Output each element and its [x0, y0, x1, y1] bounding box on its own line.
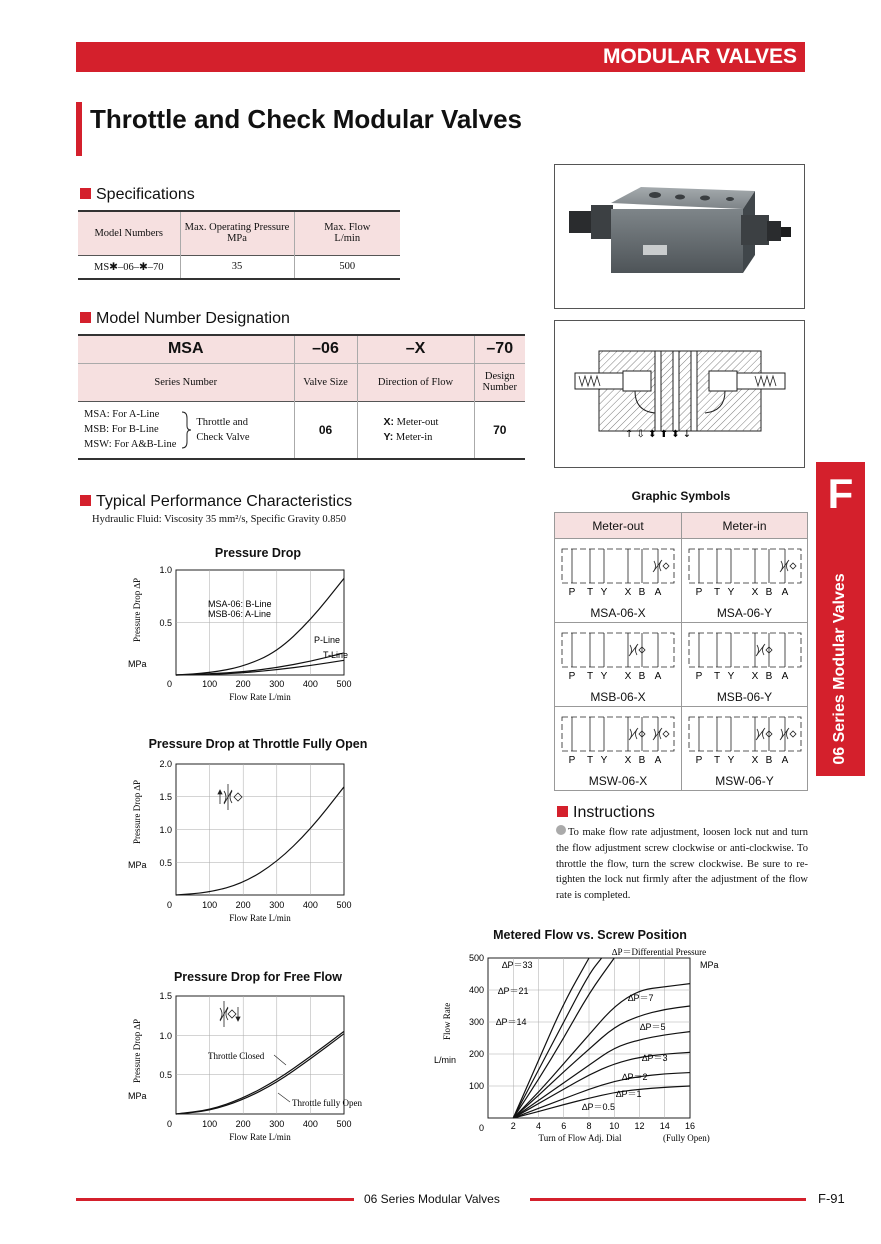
c1-xtick: 300 — [269, 679, 285, 689]
c2-ytick: 1.5 — [159, 792, 172, 802]
c1-xtick: 400 — [302, 679, 318, 689]
series-msw: MSW: For A&B-Line — [84, 439, 177, 451]
graphic-symbols-heading: Graphic Symbols — [631, 489, 731, 503]
c3-ytick: 1.5 — [159, 991, 172, 1001]
c1-label-t: T-Line — [323, 650, 349, 660]
performance-heading: Typical Performance Characteristics — [80, 493, 352, 511]
port-label: A — [781, 755, 788, 766]
specifications-heading: Specifications — [80, 186, 195, 204]
pressure-drop-chart — [120, 560, 380, 710]
curve-label: ∆P＝3 — [642, 1053, 668, 1063]
port-label: X — [751, 755, 758, 766]
port-label: T — [713, 755, 720, 766]
symbol-cell — [555, 707, 682, 791]
c1-label-ab2: MSB-06: A-Line — [208, 609, 272, 619]
symbol-model-label: MSB-06-Y — [716, 690, 773, 704]
cell-pressure: 35 — [180, 255, 294, 279]
code-series: MSA — [78, 335, 294, 363]
c2-ytick: 0.5 — [159, 858, 172, 868]
circuit-symbol-icon — [685, 625, 805, 687]
c3-ylabel: Pressure Drop ∆P — [132, 1018, 142, 1083]
circuit-symbol-icon — [558, 625, 678, 687]
port-label: B — [765, 755, 772, 766]
port-label: Y — [727, 671, 734, 682]
c4-ytick: 300 — [468, 1017, 484, 1027]
c4-xtick: 8 — [586, 1121, 592, 1131]
footer-rule-right — [530, 1198, 806, 1201]
chart4-title: Metered Flow vs. Screw Position — [493, 928, 687, 942]
graphic-symbols-table — [554, 512, 808, 791]
port-label: X — [751, 671, 758, 682]
designation-heading: Model Number Designation — [80, 310, 290, 328]
symbol-cell — [555, 539, 682, 623]
c4-xtick: 4 — [535, 1121, 542, 1131]
brace-icon — [180, 410, 192, 450]
c1-ytick: 0.5 — [159, 618, 172, 628]
c4-ytick: 500 — [468, 953, 484, 963]
chart2-title: Pressure Drop at Throttle Fully Open — [148, 737, 368, 751]
code-direction: –X — [357, 335, 474, 363]
circuit-symbol-icon — [685, 541, 805, 603]
side-tab-text: 06 Series Modular Valves — [831, 573, 848, 765]
c4-xtick: 6 — [561, 1121, 567, 1131]
free-flow-chart — [120, 985, 390, 1150]
col-meter-out: Meter-out — [555, 513, 682, 539]
c3-ytick: 0 — [166, 1119, 172, 1129]
port-label: T — [586, 587, 594, 598]
symbol-cell — [555, 623, 682, 707]
c4-ylabel: Flow Rate — [442, 1002, 452, 1040]
c1-ylabel: Pressure Drop ∆P — [132, 577, 142, 642]
c4-yunit: L/min — [434, 1055, 457, 1065]
symbol-model-label: MSA-06-X — [590, 606, 646, 620]
port-label: A — [654, 671, 662, 682]
direction-options: X: Meter-out Y: Meter-in — [357, 401, 474, 459]
page-title: Throttle and Check Modular Valves — [90, 104, 522, 134]
chart3-title: Pressure Drop for Free Flow — [173, 970, 343, 984]
curve-label: ∆P＝33 — [502, 960, 533, 970]
c1-yunit: MPa — [128, 659, 147, 669]
c3-xtick: 300 — [269, 1119, 285, 1129]
port-label: A — [654, 755, 662, 766]
series-msb: MSB: For B-Line — [84, 424, 159, 436]
series-msa: MSA: For A-Line — [84, 409, 160, 421]
throttle-open-chart — [120, 752, 380, 927]
svg-text:↑ ⇩ ⬍ ⬆ ⬍ ↓: ↑ ⇩ ⬍ ⬆ ⬍ ↓ — [625, 429, 692, 440]
curve-label: ∆P＝14 — [496, 1017, 527, 1027]
curve-label: ∆P＝0.5 — [582, 1102, 616, 1112]
instructions-text: To make flow rate adjustment, loosen lock nut and turn the flow adjustment screw clockwise or anti-clockwise. To throttle the flow, turn the screw clockwise. Be sure to re-tighten the lock nut firmly after the adjustment of the flow rate is completed. — [556, 827, 808, 902]
label-series: Series Number — [78, 363, 294, 401]
port-label: T — [713, 587, 720, 598]
metered-flow-chart — [430, 944, 730, 1149]
c2-xlabel: Flow Rate L/min — [229, 913, 291, 923]
cell-model: MS✱–06–✱–70 — [78, 255, 180, 279]
port-label: B — [765, 587, 772, 598]
bullet-square-icon — [557, 806, 568, 817]
c4-xlabel: Turn of Flow Adj. Dial — [538, 1133, 622, 1143]
port-label: Y — [727, 755, 734, 766]
port-label: Y — [600, 587, 608, 598]
port-label: P — [568, 587, 576, 598]
port-label: X — [624, 755, 632, 766]
c3-ytick: 0.5 — [159, 1070, 172, 1080]
fluid-note: Hydraulic Fluid: Viscosity 35 mm²/s, Specific Gravity 0.850 — [92, 514, 347, 525]
series-line — [513, 984, 690, 1118]
chart1-title: Pressure Drop — [214, 546, 302, 560]
label-design: Design Number — [474, 363, 525, 401]
code-size: –06 — [294, 335, 357, 363]
port-label: T — [586, 755, 594, 766]
symbol-model-label: MSA-06-Y — [716, 606, 773, 620]
curve-label: ∆P＝1 — [616, 1089, 642, 1099]
port-label: P — [568, 671, 576, 682]
port-label: T — [713, 671, 720, 682]
c4-xtick: 14 — [659, 1121, 670, 1131]
series-line — [176, 578, 344, 675]
series-options: MSA: For A-Line MSB: For B-Line MSW: For A&B-Line Throttle and Check Valve — [78, 401, 294, 459]
c3-xtick: 500 — [336, 1119, 352, 1129]
curve-label: ∆P＝21 — [498, 986, 529, 996]
category-banner: MODULAR VALVES — [76, 42, 805, 72]
design-value: 70 — [474, 401, 525, 459]
c3-label-open: Throttle fully Open — [292, 1098, 362, 1108]
port-label: Y — [600, 755, 608, 766]
cross-section-drawing — [554, 320, 805, 468]
bullet-square-icon — [80, 495, 91, 506]
c2-xtick: 500 — [336, 900, 352, 910]
circuit-symbol-icon — [558, 709, 678, 771]
port-label: A — [654, 587, 662, 598]
cell-flow: 500 — [294, 255, 400, 279]
c1-xlabel: Flow Rate L/min — [229, 692, 291, 702]
c1-label-ab: MSA-06: B-Line — [208, 599, 272, 609]
c4-legend: ∆P＝Differential Pressure — [612, 947, 707, 957]
page-number: F-91 — [818, 1191, 845, 1206]
instructions-heading: Instructions — [557, 804, 655, 822]
cross-section-image — [555, 321, 804, 467]
footer-label: 06 Series Modular Valves — [364, 1192, 500, 1206]
circuit-symbol-icon — [685, 709, 805, 771]
port-label: P — [695, 587, 702, 598]
c2-yunit: MPa — [128, 860, 147, 870]
c4-xtick: 10 — [609, 1121, 620, 1131]
circuit-symbol-icon — [558, 541, 678, 603]
footer-rule-left — [76, 1198, 354, 1201]
label-direction: Direction of Flow — [357, 363, 474, 401]
c4-ytick: 100 — [468, 1081, 484, 1091]
port-label: A — [781, 671, 788, 682]
port-label: B — [638, 755, 646, 766]
designation-table — [78, 334, 525, 460]
valve-photo-image — [555, 165, 804, 308]
c1-xtick: 100 — [202, 679, 218, 689]
series-line — [513, 958, 601, 1118]
bullet-square-icon — [80, 188, 91, 199]
port-label: B — [638, 587, 646, 598]
section-side-tab — [816, 462, 865, 776]
c4-xnote: (Fully Open) — [663, 1133, 710, 1143]
title-accent — [76, 102, 82, 156]
port-label: T — [586, 671, 594, 682]
check-symbol-icon — [220, 1001, 240, 1027]
c4-xtick: 16 — [684, 1121, 696, 1131]
symbol-cell — [682, 623, 808, 707]
symbol-model-label: MSB-06-X — [590, 690, 646, 704]
port-label: Y — [600, 671, 608, 682]
col-meter-in: Meter-in — [682, 513, 808, 539]
c2-ytick: 2.0 — [159, 759, 172, 769]
bullet-circle-icon — [556, 825, 566, 835]
c4-legend-unit: MPa — [700, 960, 719, 970]
c1-label-p: P-Line — [314, 635, 341, 645]
c1-xtick: 500 — [336, 679, 352, 689]
c2-ytick: 1.0 — [159, 825, 172, 835]
c3-xtick: 200 — [235, 1119, 251, 1129]
symbol-cell — [682, 539, 808, 623]
c4-ytick: 400 — [468, 985, 484, 995]
c3-ytick: 1.0 — [159, 1031, 172, 1041]
col-max-flow: Max. Flow L/min — [294, 211, 400, 255]
curve-label: ∆P＝7 — [628, 993, 654, 1003]
c1-ytick: 1.0 — [159, 565, 172, 575]
symbol-model-label: MSW-06-X — [588, 774, 648, 788]
size-value: 06 — [294, 401, 357, 459]
c4-ytick: 200 — [468, 1049, 484, 1059]
port-label: P — [695, 671, 702, 682]
port-label: X — [624, 587, 632, 598]
c3-xtick: 400 — [302, 1119, 318, 1129]
bullet-square-icon — [80, 312, 91, 323]
port-label: A — [781, 587, 788, 598]
c3-xtick: 100 — [202, 1119, 218, 1129]
c2-xtick: 100 — [202, 900, 218, 910]
c3-label-closed: Throttle Closed — [208, 1051, 265, 1061]
code-design: –70 — [474, 335, 525, 363]
c2-xtick: 400 — [302, 900, 318, 910]
port-label: P — [568, 755, 576, 766]
col-max-pressure: Max. Operating Pressure MPa — [180, 211, 294, 255]
c2-xtick: 300 — [269, 900, 285, 910]
col-model-numbers: Model Numbers — [78, 211, 180, 255]
port-label: X — [624, 671, 632, 682]
side-tab-letter: F — [827, 470, 854, 517]
c2-xtick: 200 — [235, 900, 251, 910]
c1-xtick: 200 — [235, 679, 251, 689]
port-label: Y — [727, 587, 734, 598]
port-label: B — [638, 671, 646, 682]
c2-ylabel: Pressure Drop ∆P — [132, 779, 142, 844]
symbol-model-label: MSW-06-Y — [715, 774, 774, 788]
c3-xlabel: Flow Rate L/min — [229, 1132, 291, 1142]
curve-label: ∆P＝2 — [622, 1072, 648, 1082]
c3-yunit: MPa — [128, 1091, 147, 1101]
curve-label: ∆P＝5 — [640, 1022, 666, 1032]
c4-ytick: 0 — [478, 1123, 484, 1133]
series-line — [176, 787, 344, 895]
c1-ytick: 0 — [166, 679, 172, 689]
port-label: B — [765, 671, 772, 682]
specifications-table — [78, 210, 400, 280]
port-label: X — [751, 587, 758, 598]
symbol-cell — [682, 707, 808, 791]
port-label: P — [695, 755, 702, 766]
product-photo — [554, 164, 805, 309]
c2-ytick: 0 — [166, 900, 172, 910]
label-size: Valve Size — [294, 363, 357, 401]
c4-xtick: 2 — [510, 1121, 516, 1131]
c4-xtick: 12 — [634, 1121, 645, 1131]
